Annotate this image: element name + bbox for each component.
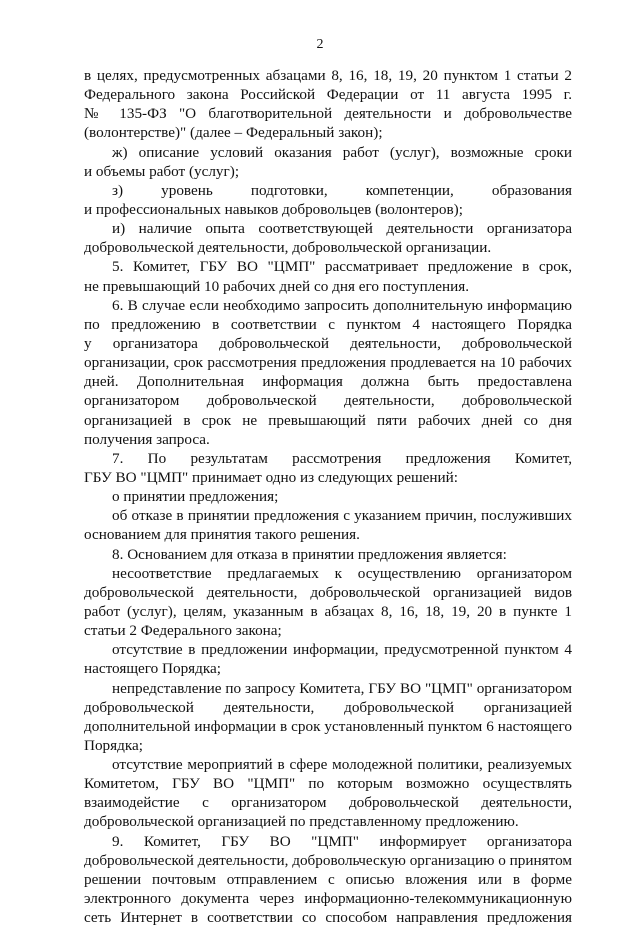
text-line: и профессиональных навыков добровольцев (волонтеров); [84,200,463,218]
text-line: (волонтерстве)" (далее – Федеральный закон); [84,124,383,142]
text-line: настоящего Порядка; [84,660,221,678]
text-line: электронного документа через информационно-телекоммуникационную [84,890,572,908]
text-line: об отказе в принятии предложения с указанием причин, послуживших [112,507,572,525]
text-line: статьи 2 Федерального закона; [84,622,282,640]
text-line: добровольческой организацией по представленному предложению. [84,813,519,831]
text-line: работ (услуг), целям, указанным в абзацах 8, 16, 18, 19, 20 в пункте 1 [84,602,572,620]
text-line: о принятии предложения; [112,488,279,506]
text-line: и) наличие опыта соответствующей деятельности организатора [112,220,572,238]
text-line: 8. Основанием для отказа в принятии предложения является: [112,545,507,563]
page-number: 2 [316,37,324,52]
text-line: добровольческой деятельности, добровольческой организации. [84,239,492,257]
text-line: непредставление по запросу Комитета, ГБУ ВО "ЦМП" организатором [112,679,572,697]
text-line: 6. В случае если необходимо запросить дополнительную информацию [112,296,572,314]
text-line: организации, срок рассмотрения предложения продлевается на 10 рабочих [84,354,572,372]
text-line: основанием для принятия такого решения. [84,526,360,544]
text-line: и объемы работ (услуг); [84,162,240,180]
text-line: получения запроса. [84,430,210,448]
text-line: в целях, предусмотренных абзацами 8, 16, 18, 19, 20 пунктом 1 статьи 2 [84,67,572,84]
text-line: дней. Дополнительная информация должна быть предоставлена [84,373,572,391]
text-line: организацией в срок не превышающий пяти рабочих дней со дня [84,411,572,429]
text-line: добровольческой деятельности, добровольческой организацией видов [84,583,572,601]
text-line: организатором добровольческой деятельности, добровольческой [84,392,572,410]
text-line: Федерального закона Российской Федерации от 11 августа 1995 г. [84,86,572,104]
text-line: у организатора добровольческой деятельности, добровольческой [84,334,572,352]
text-line: з) уровень подготовки, компетенции, образования [112,181,572,199]
text-line: отсутствие в предложении информации, предусмотренной пунктом 4 [112,641,572,659]
text-line: по предложению в соответствии с пунктом 4 настоящего Порядка [84,315,572,333]
text-line: не превышающий 10 рабочих дней со дня его поступления. [84,277,470,295]
document-body [84,66,572,927]
text-line: Порядка; [84,736,143,754]
text-line: добровольческой деятельности, добровольческой организацией [84,698,572,716]
text-line: ГБУ ВО "ЦМП" принимает одно из следующих решений: [84,468,459,486]
text-line: № 135-ФЗ "О благотворительной деятельности и добровольчестве [84,105,572,123]
text-line: ж) описание условий оказания работ (услуг), возможные сроки [112,143,572,161]
text-line: 5. Комитет, ГБУ ВО "ЦМП" рассматривает предложение в срок, [112,258,572,276]
text-line: 9. Комитет, ГБУ ВО "ЦМП" информирует организатора [112,832,572,850]
text-line: взаимодейстие с организатором добровольческой деятельности, [84,794,572,812]
text-line: сеть Интернет в соответствии со способом направления предложения [84,909,572,927]
text-line: решении почтовым отправлением с описью вложения или в форме [84,870,572,888]
text-line: дополнительной информации в срок установленный пунктом 6 настоящего [84,717,572,735]
text-line: добровольческой деятельности, добровольческую организацию о принятом [84,851,572,869]
text-line: Комитетом, ГБУ ВО "ЦМП" по которым возможно осуществлять [84,775,572,793]
text-line: несоответствие предлагаемых к осуществлению организатором [112,564,572,582]
text-line: отсутствие мероприятий в сфере молодежной политики, реализуемых [112,756,572,774]
text-line: 7. По результатам рассмотрения предложения Комитет, [112,449,572,467]
